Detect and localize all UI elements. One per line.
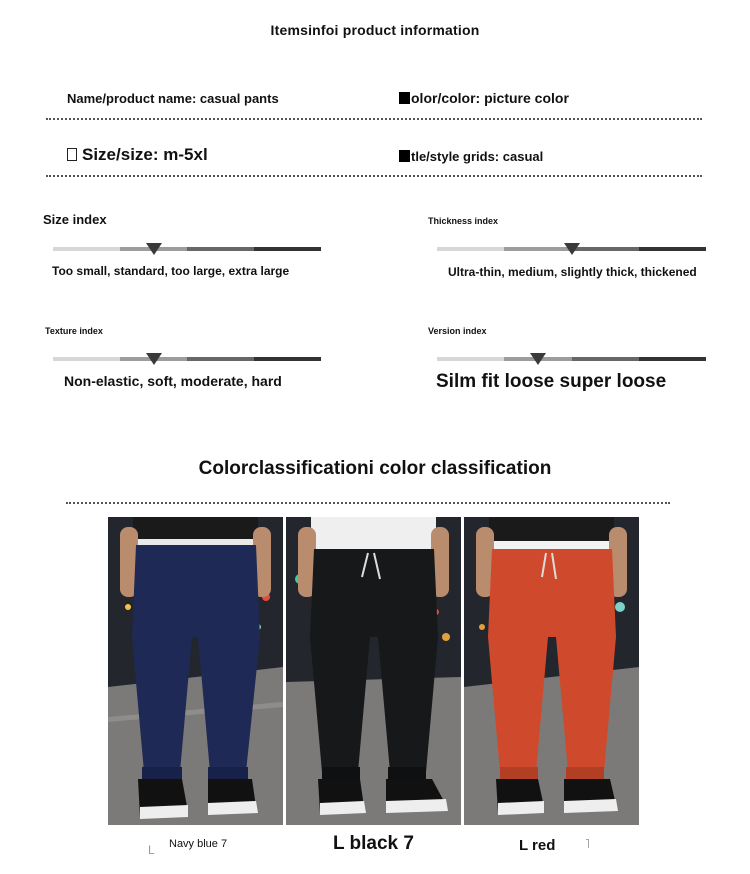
product-style (399, 149, 543, 164)
version-index-scale (437, 357, 706, 361)
divider (66, 502, 670, 504)
page-title: Itemsinfoi product information (270, 22, 480, 38)
product-color (399, 90, 569, 106)
variant-photo-navy (108, 517, 283, 825)
size-index-marker-icon (146, 243, 162, 255)
texture-index-marker-icon (146, 353, 162, 365)
version-index-marker-icon (530, 353, 546, 365)
product-size-text: Size/size: m-5xl (82, 145, 208, 164)
thickness-index-label: Thickness index (428, 216, 499, 226)
divider (46, 118, 702, 120)
thickness-index-desc: Ultra-thin, medium, slightly thick, thickened (448, 265, 697, 279)
size-index-scale (53, 247, 321, 251)
divider (46, 175, 702, 177)
variant-caption-navy: Navy blue 7 (169, 838, 228, 850)
product-size (67, 145, 208, 165)
missing-glyph-icon (67, 148, 77, 161)
caption-mark-right: ˥ (585, 836, 590, 851)
color-classification-title: Colorclassificationi color classification (198, 458, 552, 479)
bullet-icon (399, 92, 410, 104)
texture-index-label: Texture index (45, 326, 103, 336)
version-index-label: Version index (428, 326, 487, 336)
variant-photo-red (464, 517, 639, 825)
thickness-index-marker-icon (564, 243, 580, 255)
bullet-icon (399, 150, 410, 162)
pants-black-illustration (286, 517, 461, 825)
size-index-desc: Too small, standard, too large, extra large (52, 264, 290, 278)
texture-index-scale (53, 357, 321, 361)
product-name: Name/product name: casual pants (67, 91, 279, 106)
variant-photo-black (286, 517, 461, 825)
size-index-label: Size index (43, 212, 107, 227)
pants-navy-illustration (108, 517, 283, 825)
product-color-text: olor/color: picture color (411, 90, 569, 106)
caption-mark-left: L (148, 843, 155, 857)
version-index-desc: Silm fit loose super loose (436, 371, 667, 392)
variant-caption-red: L red (519, 837, 556, 854)
pants-red-illustration (464, 517, 639, 825)
variant-caption-black: L black 7 (333, 833, 414, 854)
product-style-text: tle/style grids: casual (411, 149, 544, 164)
texture-index-desc: Non-elastic, soft, moderate, hard (64, 373, 282, 389)
